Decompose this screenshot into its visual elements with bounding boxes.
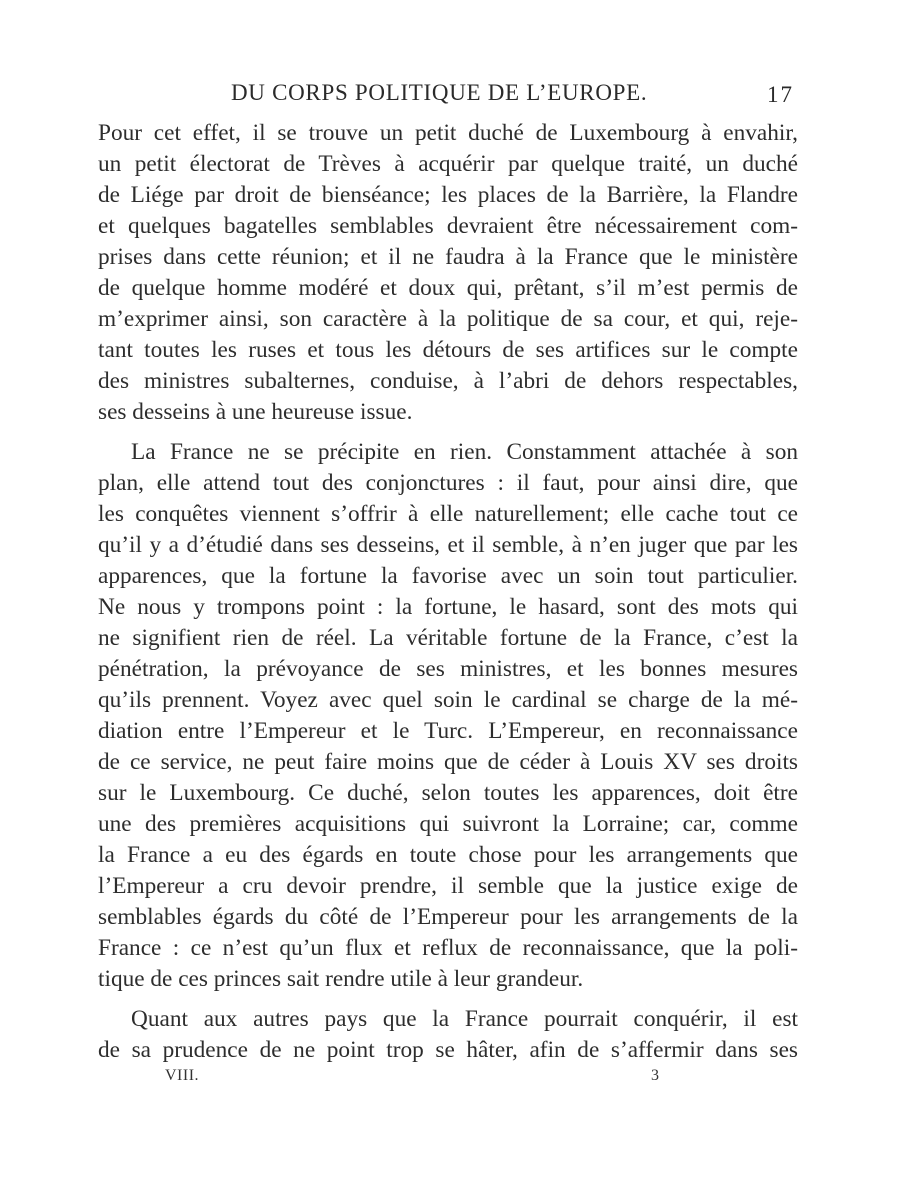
text-line: et quelques bagatelles semblables devraient être nécessairement com-: [98, 213, 798, 239]
text-line: sur le Luxembourg. Ce duché, selon toutes les apparences, doit être: [98, 780, 798, 806]
text-line: l’Empereur a cru devoir prendre, il semble que la justice exige de: [98, 873, 798, 899]
text-line: Pour cet effet, il se trouve un petit duché de Luxembourg à envahir,: [98, 120, 798, 146]
text-line: ses desseins à une heureuse issue.: [98, 399, 413, 425]
text-line: un petit électorat de Trèves à acquérir par quelque traité, un duché: [98, 151, 798, 177]
text-line: de sa prudence de ne point trop se hâter, afin de s’affermir dans ses: [98, 1037, 798, 1063]
text-line: Quant aux autres pays que la France pourrait conquérir, il est: [131, 1006, 798, 1032]
text-line: diation entre l’Empereur et le Turc. L’Empereur, en reconnaissance: [98, 718, 798, 744]
text-line: apparences, que la fortune la favorise avec un soin tout particulier.: [98, 563, 798, 589]
text-line: France : ce n’est qu’un flux et reflux de reconnaissance, que la poli-: [98, 935, 798, 961]
text-line: plan, elle attend tout des conjonctures : il faut, pour ainsi dire, que: [98, 470, 798, 496]
text-line: de Liége par droit de bienséance; les places de la Barrière, la Flandre: [98, 182, 798, 208]
text-line: une des premières acquisitions qui suivront la Lorraine; car, comme: [98, 811, 798, 837]
paragraph-3: [98, 1004, 798, 1066]
text-line: prises dans cette réunion; et il ne faudra à la France que le ministère: [98, 244, 798, 270]
text-line: des ministres subalternes, conduise, à l’abri de dehors respectables,: [98, 368, 798, 394]
page-number: 17: [767, 82, 794, 107]
text-line: ne signifient rien de réel. La véritable fortune de la France, c’est la: [98, 625, 798, 651]
paragraph-1: [98, 118, 798, 428]
signature-mark: VIII.: [165, 1067, 200, 1084]
text-line: la France a eu des égards en toute chose pour les arrangements que: [98, 842, 798, 868]
text-line: La France ne se précipite en rien. Constamment attachée à son: [131, 439, 798, 465]
page-header: [98, 80, 798, 114]
signature-number: 3: [651, 1067, 659, 1084]
text-line: pénétration, la prévoyance de ses ministres, et les bonnes mesures: [98, 656, 798, 682]
text-line: semblables égards du côté de l’Empereur pour les arrangements de la: [98, 904, 798, 930]
paragraph-gap: [98, 428, 798, 437]
body-text: [98, 118, 798, 1066]
text-line: les conquêtes viennent s’offrir à elle naturellement; elle cache tout ce: [98, 501, 798, 527]
text-line: tant toutes les ruses et tous les détours de ses artifices sur le compte: [98, 337, 798, 363]
paragraph-gap: [98, 995, 798, 1004]
text-line: m’exprimer ainsi, son caractère à la politique de sa cour, et qui, reje-: [98, 306, 798, 332]
text-line: qu’ils prennent. Voyez avec quel soin le cardinal se charge de la mé-: [98, 687, 798, 713]
page-footer: [98, 1067, 798, 1091]
paragraph-2: [98, 437, 798, 995]
text-line: Ne nous y trompons point : la fortune, le hasard, sont des mots qui: [98, 594, 798, 620]
running-title: DU CORPS POLITIQUE DE L’EUROPE.: [231, 80, 648, 105]
text-line: de quelque homme modéré et doux qui, prêtant, s’il m’est permis de: [98, 275, 798, 301]
text-line: qu’il y a d’étudié dans ses desseins, et il semble, à n’en juger que par les: [98, 532, 798, 558]
text-line: de ce service, ne peut faire moins que de céder à Louis XV ses droits: [98, 749, 798, 775]
text-line: tique de ces princes sait rendre utile à leur grandeur.: [98, 966, 584, 992]
